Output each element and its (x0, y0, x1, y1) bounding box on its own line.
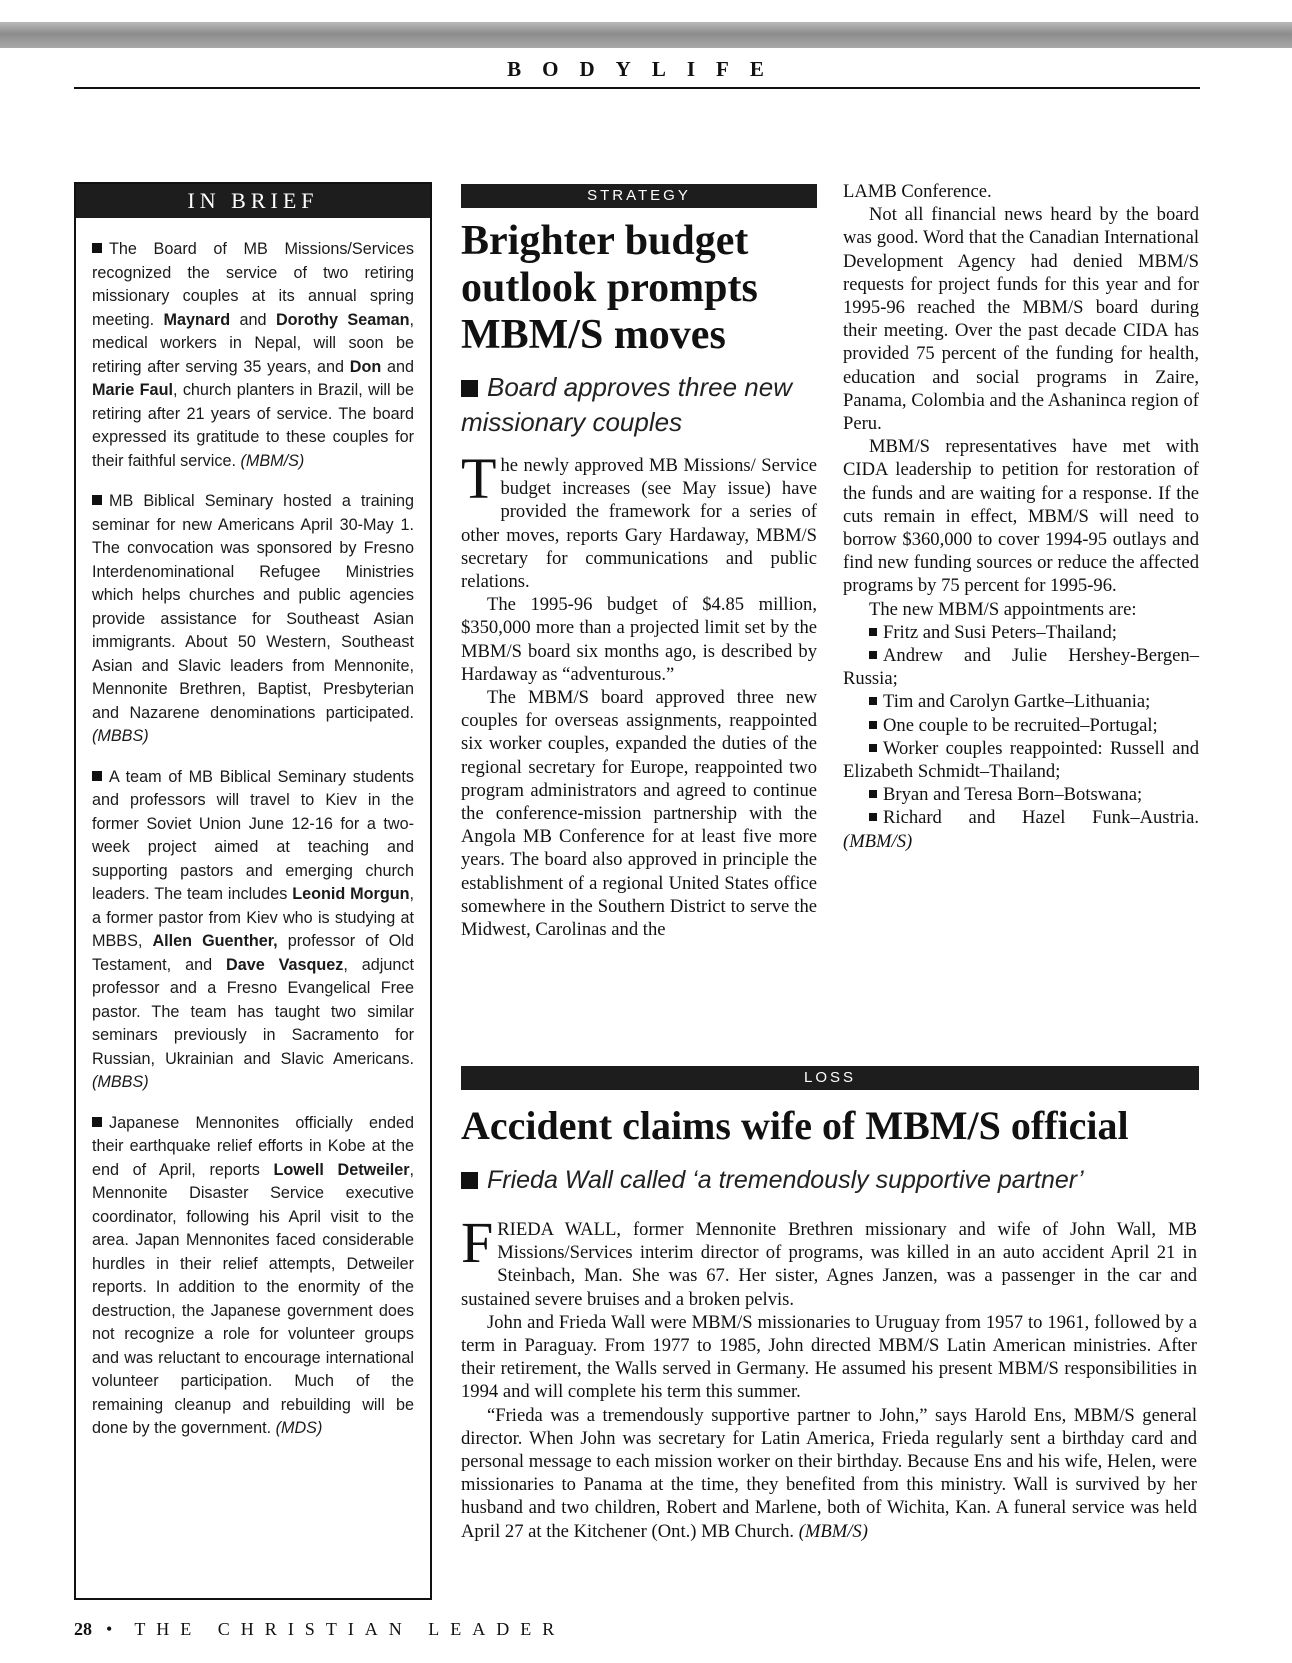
brief-name: Maynard (163, 310, 231, 329)
paragraph-text: he newly approved MB Missions/ Service budget increases (see May issue) have provided the framework for a series of other moves, reports Gary Hardaway, MBM/S secretary for communications and public relations. (461, 455, 817, 593)
strategy-headline: Brighter budget outlook prompts MBM/S moves (461, 218, 758, 358)
article-paragraph: Not all financial news heard by the board was good. Word that the Canadian International Development Agency had denied MBM/S requests for project funds for this year and for 1995-96 reached the MBM/S board during their meeting. Over the past decade CIDA has provided 75 percent of the funding for health, education and social programs in Zaire, Panama, Colombia and the Ashaninca region of Peru. (843, 204, 1199, 435)
brief-text: The Board of MB Missions/Services recognized the service of two retiring missionary couples at its annual spring meeting. (92, 240, 414, 329)
brief-item (92, 490, 414, 749)
brief-name: Dave Vasquez (226, 955, 344, 974)
brief-text: , church planters in Brazil, will be retiring after 21 years of service. The board expressed its gratitude to these couples for their faithful service. (92, 381, 414, 470)
paragraph-text: RIEDA WALL, former Mennonite Brethren missionary and wife of John Wall, MB Missions/Services interim director of programs, was killed in an auto accident April 21 in Steinbach, Man. She was 67. Her sister, Agnes Janzen, was a passenger in the car and sustained severe bruises and a broken pelvis. (461, 1219, 1197, 1310)
appointment-text: Andrew and Julie Hershey-Bergen–Russia; (843, 645, 1199, 690)
article-source: (MBM/S) (843, 830, 913, 852)
brief-text: professor of Old Testament, and (92, 932, 414, 974)
brief-source: (MDS) (275, 1419, 323, 1437)
publication-name: THE CHRISTIAN LEADER (134, 1619, 566, 1639)
bullet-square-icon (869, 651, 877, 659)
brief-source: (MBBS) (92, 727, 149, 745)
bullet-square-icon (869, 628, 877, 636)
appointment-item (843, 644, 1199, 690)
article-paragraph: John and Frieda Wall were MBM/S missionaries to Uruguay from 1957 to 1961, followed by a term in Paraguay. From 1977 to 1985, John directed MBM/S Latin American ministries. After their retirement, the Walls served in Germany. He assumed his present MBM/S responsibilities in 1994 and will complete his term this summer. (461, 1311, 1197, 1403)
bullet-square-icon (869, 790, 877, 798)
brief-source: (MBM/S) (240, 451, 305, 470)
article-paragraph (461, 1404, 1197, 1543)
bullet-square-icon (92, 495, 102, 505)
in-brief-sidebar (74, 182, 432, 1600)
appointment-text: Fritz and Susi Peters–Thailand; (883, 621, 1117, 643)
article-paragraph (461, 446, 817, 593)
brief-text: , adjunct professor and a Fresno Evangelical Free pastor. The team has taught two similar seminars previously in Sacramento for Russian, Ukrainian and Slavic Americans. (92, 955, 414, 1068)
drop-cap: F (461, 1210, 494, 1275)
section-title: BODYLIFE (507, 57, 785, 81)
brief-text: Japanese Mennonites officially ended their earthquake relief efforts in Kobe at the end of April, reports (92, 1113, 414, 1179)
article-source: (MBM/S) (798, 1520, 868, 1542)
bullet-square-icon (92, 771, 102, 781)
appointment-text: Worker couples reappointed: Russell and Elizabeth Schmidt–Thailand; (843, 737, 1199, 783)
brief-item (92, 1112, 414, 1441)
footer-separator: • (106, 1619, 113, 1639)
top-gray-bar (0, 22, 1292, 48)
brief-name: Leonid Morgun (292, 885, 410, 903)
loss-deck-text: Frieda Wall called ‘a tremendously supportive partner’ (487, 1166, 1084, 1194)
bullet-square-icon (869, 697, 877, 705)
bullet-square-icon (92, 1117, 102, 1127)
brief-item (92, 238, 414, 473)
loss-kicker: LOSS (461, 1066, 1199, 1090)
article-paragraph: The 1995-96 budget of $4.85 million, $350,000 more than a projected limit set by the MBM/S board six months ago, is described by Hardaway as “adventurous.” (461, 594, 817, 685)
in-brief-body (76, 218, 430, 1441)
page-footer (74, 1619, 565, 1640)
bullet-square-icon (461, 380, 478, 397)
article-paragraph: LAMB Conference. (843, 181, 992, 202)
appointment-item (843, 783, 1199, 806)
appointment-text: Bryan and Teresa Born–Botswana; (883, 784, 1143, 806)
title-rule (74, 87, 1200, 89)
loss-deck (461, 1164, 1199, 1196)
article-paragraph: The new MBM/S appointments are: (869, 598, 1137, 620)
brief-name: Lowell Detweiler (273, 1160, 410, 1179)
loss-body (461, 1210, 1197, 1543)
article-paragraph (461, 1210, 1197, 1311)
brief-text: and (230, 310, 276, 329)
appointment-text: One couple to be recruited–Portugal; (883, 714, 1158, 736)
brief-name: Don (349, 357, 382, 376)
bullet-square-icon (461, 1172, 478, 1189)
brief-text: A team of MB Biblical Seminary students and professors will travel to Kiev in the former Soviet Union June 12-16 for a two-week project aimed at teaching and supporting pastors and emerging church leaders. The team includes (92, 767, 414, 903)
brief-text: , a former pastor from Kiev who is studying at MBBS, (92, 885, 414, 950)
drop-cap: T (461, 446, 497, 511)
brief-text: , Mennonite Disaster Service executive coordinator, following his April visit to the area. Japan Mennonites faced considerable hurdles in their relief attempts, Detweiler reports. In addition to the enormity of the destruction, the Japanese government does not recognize a role for volunteer groups and was reluctant to encourage international volunteer participation. Much of the remaining cleanup and rebuilding will be done by the government. (92, 1160, 414, 1437)
brief-name: Allen Guenther, (152, 932, 278, 950)
appointment-item (843, 806, 1199, 852)
bullet-square-icon (92, 243, 102, 253)
bullet-square-icon (869, 813, 877, 821)
in-brief-title: IN BRIEF (76, 184, 430, 218)
appointment-item (843, 690, 1199, 713)
strategy-column-2 (843, 180, 1199, 853)
page-number: 28 (74, 1619, 92, 1639)
appointment-text: Tim and Carolyn Gartke–Lithuania; (883, 691, 1151, 713)
appointment-item (843, 737, 1199, 783)
appointment-item (843, 714, 1199, 737)
brief-text: and (381, 357, 414, 376)
paragraph-text: “Frieda was a tremendously supportive partner to John,” says Harold Ens, MBM/S general director. When John was secretary for Latin America, Frieda regularly sent a birthday card and personal message to each mission worker on their birthday. Because Ens and his wife, Helen, were missionaries to Panama at the time, they benefited from this ministry. Wall is survived by her husband and two children, Robert and Marlene, both of Wichita, Kan. A funeral service was held April 27 at the Kitchener (Ont.) MB Church. (461, 1404, 1197, 1542)
bullet-square-icon (869, 721, 877, 729)
brief-name: Marie Faul (92, 381, 173, 399)
brief-source: (MBBS) (92, 1073, 149, 1091)
bullet-square-icon (869, 744, 877, 752)
strategy-deck-text: Board approves three new missionary couples (461, 372, 792, 437)
brief-item (92, 766, 414, 1095)
strategy-kicker: STRATEGY (461, 184, 817, 208)
brief-name: Dorothy Seaman (275, 310, 410, 329)
article-paragraph: The MBM/S board approved three new couples for overseas assignments, reappointed six worker couples, expanded the duties of the regional secretary for Europe, reappointed two program administrators and agreed to continue the conference-mission partnership with the Angola MB Conference for at least five more years. The board also approved in principle the establishment of a regional United States office somewhere in the Southern District to serve the Midwest, Carolinas and the (461, 687, 817, 941)
appointment-item (843, 621, 1199, 644)
strategy-column-1 (461, 446, 817, 941)
article-paragraph: MBM/S representatives have met with CIDA leadership to petition for restoration of the funds and are waiting for a response. If the cuts remain in effect, MBM/S will need to borrow $360,000 to cover 1994-95 outlays and find new funding sources or reduce the affected programs by 75 percent for 1995-96. (843, 436, 1199, 597)
loss-headline: Accident claims wife of MBM/S official (461, 1103, 1129, 1148)
brief-text: MB Biblical Seminary hosted a training seminar for new Americans April 30-May 1. The convocation was sponsored by Fresno Interdenominational Refugee Ministries which helps churches and public agencies provide assistance for Southeast Asian immigrants. About 50 Western, Southeast Asian and Slavic leaders from Mennonite, Mennonite Brethren, Baptist, Presbyterian and Nazarene denominations participated. (92, 492, 414, 722)
appointment-text: Richard and Hazel Funk–Austria. (883, 807, 1199, 829)
strategy-deck (461, 370, 821, 440)
brief-text: , medical workers in Nepal, will soon be retiring after serving 35 years, and (92, 310, 414, 376)
